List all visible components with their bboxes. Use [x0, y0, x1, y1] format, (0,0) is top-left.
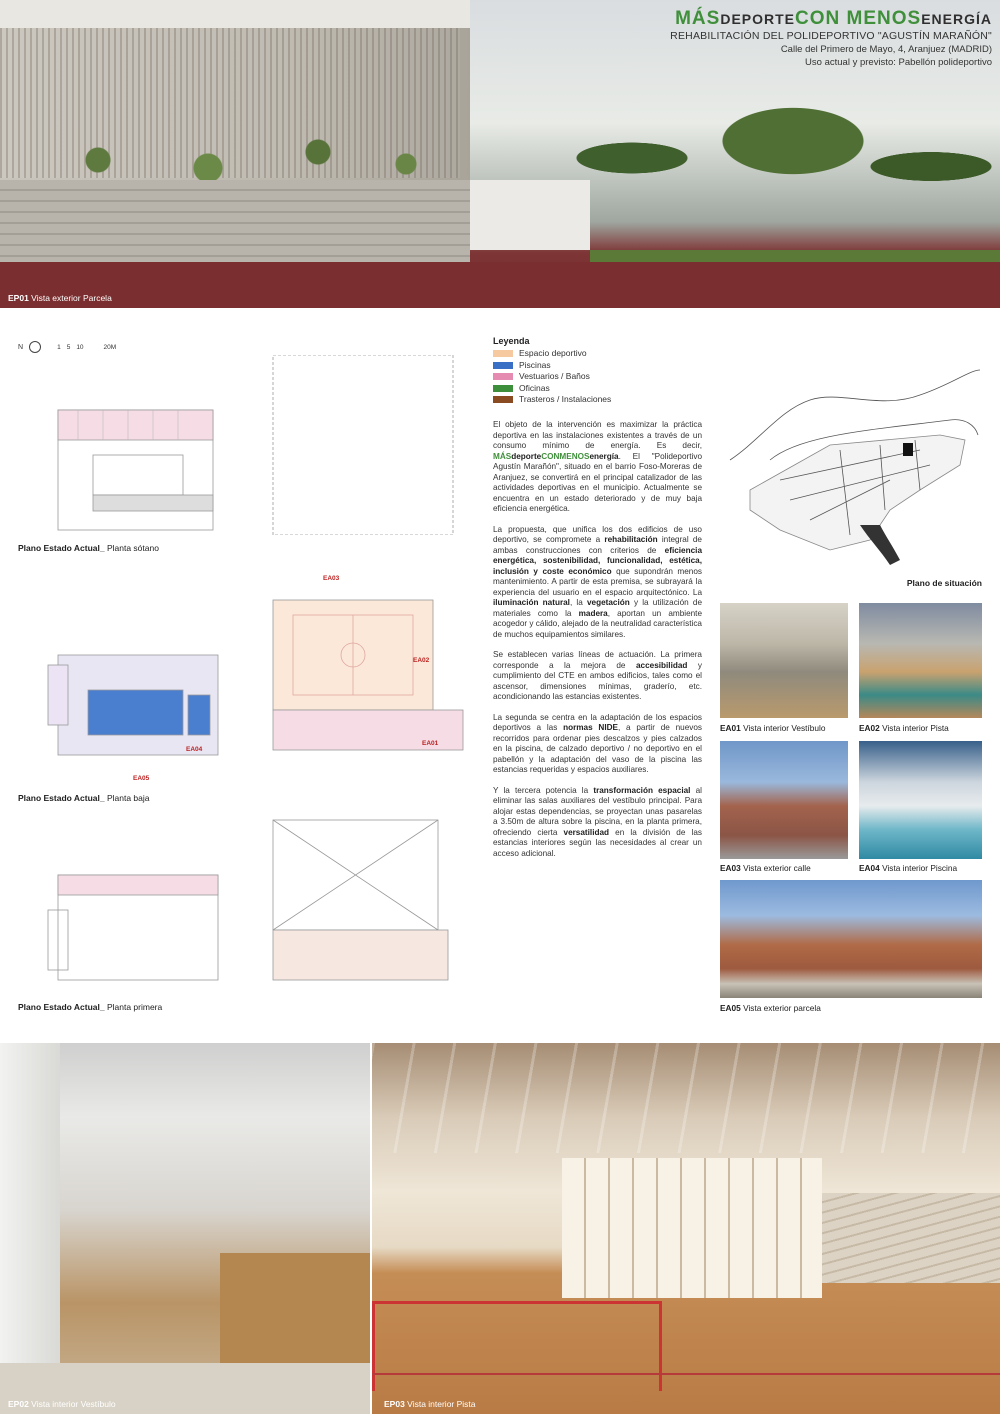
hero-caption-code: EP01: [8, 293, 29, 303]
text-bold: vegetación: [586, 598, 630, 607]
paragraph-5: [493, 786, 702, 860]
tag-ea01: EA01: [422, 740, 439, 747]
legend-item: [493, 383, 708, 395]
brand-conmenos: CONMENOS: [541, 451, 590, 461]
text-segment: en la división de las estancias interiores según las necesidades al crear un acceso adicional.: [493, 827, 702, 858]
plan-basement-code: Plano Estado Actual_: [18, 543, 105, 553]
brand-energia: energía: [589, 451, 619, 461]
plan-ground-drawing: [18, 585, 488, 785]
photo-name: Vista interior Pista: [882, 723, 949, 733]
photo-ea05-caption: [720, 1003, 821, 1013]
plan-basement-drawing: [18, 355, 488, 535]
tag-ea04: EA04: [186, 746, 203, 753]
render-ep03: [372, 1043, 1000, 1414]
tag-ea03: EA03: [323, 575, 340, 582]
text-segment: El objeto de la intervención es maximizar la práctica deportiva en las instalaciones existentes a través de un consumo mínimo de energía. Es decir,: [493, 420, 702, 450]
render-name: Vista interior Vestíbulo: [31, 1399, 116, 1409]
photo-code: EA02: [859, 723, 880, 733]
render-code: EP02: [8, 1399, 29, 1409]
legend-item: [493, 360, 708, 372]
legend-item: [493, 394, 708, 406]
photo-ea01-caption: [720, 723, 825, 733]
render-ep02-wall: [0, 1043, 60, 1414]
text-bold: eficiencia energética, sostenibilidad, funcionalidad, estética, inclusión y coste económico: [493, 545, 702, 576]
poster-header: [572, 8, 992, 69]
paragraph-4: [493, 713, 702, 776]
render-name: Vista interior Pista: [407, 1399, 476, 1409]
plan-ground-code: Plano Estado Actual_: [18, 793, 105, 803]
hero-court: [0, 262, 1000, 308]
scale-tick: 10: [76, 343, 84, 351]
poster-title: [572, 8, 992, 30]
photo-ea05: [720, 880, 982, 998]
legend-title: Leyenda: [493, 336, 530, 346]
render-ep03-truss: [372, 1043, 1000, 1153]
text-segment: que supondrán menos mantenimiento. A partir de esta premisa, se subrayará la experiencia del usuario en el espacio arquitectónico. La: [493, 566, 702, 597]
photo-code: EA03: [720, 863, 741, 873]
render-ep03-window: [562, 1158, 822, 1298]
hero-stands: [0, 180, 470, 275]
photo-ea02: [859, 603, 982, 718]
poster-address: Calle del Primero de Mayo, 4, Aranjuez (MADRID): [780, 44, 992, 55]
legend-label: Oficinas: [519, 382, 550, 393]
paragraph-2: [493, 525, 702, 641]
photo-ea01: [720, 603, 848, 718]
plan-first-name: Planta primera: [106, 1002, 163, 1012]
text-segment: , a partir de nuevos recorridos para ordenar pies descalzos y pies calzados en la piscina, de calzado deportivo / no deportivo en el pabellón y la adaptación del vaso de la piscina las estancias requeridas y espacios auxiliares.: [493, 723, 702, 774]
poster-subtitle: REHABILITACIÓN DEL POLIDEPORTIVO "AGUSTÍN MARAÑÓN": [670, 30, 992, 42]
text-segment: La propuesta, que unifica los dos edificios de uso deportivo, se compromete a: [493, 524, 702, 544]
north-label: N: [18, 343, 24, 351]
photo-code: EA04: [859, 863, 880, 873]
north-arrow-icon: [29, 341, 41, 353]
brand-mas: MÁS: [493, 451, 512, 461]
photo-ea03-caption: [720, 863, 811, 873]
legend: [493, 336, 708, 406]
text-bold: normas NIDE: [563, 723, 618, 732]
text-segment: integral de ambas construcciones con criterios de: [493, 535, 702, 555]
legend-item: [493, 348, 708, 360]
legend-swatch: [493, 362, 513, 369]
render-ep02-wood-panel: [220, 1253, 370, 1373]
text-segment: , aportan un ambiente acogedor y cálido, alejado de la neutralidad característica de muchos equipamientos similares.: [493, 608, 703, 639]
paragraph-3: [493, 650, 702, 703]
text-bold: versatilidad: [563, 827, 610, 837]
plan-basement-label: [18, 543, 159, 553]
photo-ea02-caption: [859, 723, 949, 733]
hero-roof-band: [0, 0, 470, 28]
plan-basement-name: Planta sótano: [106, 543, 159, 553]
legend-label: Piscinas: [519, 359, 551, 370]
legend-swatch: [493, 350, 513, 357]
text-bold: accesibilidad: [635, 660, 688, 670]
text-segment: Se establecen varias líneas de actuación. La primera corresponde a la mejora de: [493, 650, 702, 670]
plans-panel: [18, 335, 488, 1025]
title-mas: MÁS: [675, 8, 721, 29]
photo-code: EA01: [720, 723, 741, 733]
text-bold: madera: [578, 608, 608, 618]
photo-name: Vista exterior parcela: [743, 1003, 821, 1013]
hero-caption-text: Vista exterior Parcela: [31, 293, 112, 303]
plan-first-drawing: [18, 815, 488, 995]
photo-name: Vista interior Piscina: [882, 863, 958, 873]
plan-ground-label: [18, 793, 150, 803]
text-bold: rehabilitación: [604, 535, 658, 544]
text-bold: transformación espacial: [593, 785, 691, 795]
paragraph-1: El objeto de la intervención es maximizar la práctica deportiva en las instalaciones existentes a través de un consumo mínimo de energía. Es decir, MÁSdeporteCONMENOSenergía. El "Polideportivo Agustín Marañón", situado en el barrio Foso-Moreras de Aranjuez, se convertirá en el principal catalizador de las actividades deportivas en el municipio. Actualmente se encuentra en un estado deteriorado y de muy baja eficiencia energética.: [493, 420, 702, 513]
render-ep03-stands: [822, 1193, 1000, 1283]
legend-label: Espacio deportivo: [519, 348, 587, 358]
render-ep03-caption: [384, 1399, 476, 1409]
title-energia: ENERGÍA: [921, 11, 992, 27]
plan-ground-name: Planta baja: [106, 793, 150, 803]
photo-ea03: [720, 741, 848, 859]
plan-first-label: [18, 1002, 162, 1012]
render-ep02: [0, 1043, 370, 1414]
description-text: [493, 420, 702, 869]
photo-ea04-caption: [859, 863, 957, 873]
scale-tick: 1: [57, 343, 61, 351]
text-segment: y la utilización de materiales como la: [493, 598, 702, 618]
render-ep02-caption: [8, 1399, 116, 1409]
render-code: EP03: [384, 1399, 405, 1409]
text-segment: Y la tercera potencia la: [493, 785, 589, 795]
scale-tick: 5: [66, 343, 71, 351]
text-segment: , la: [569, 598, 583, 607]
scale-tick: 20M: [103, 343, 117, 351]
photo-ea04: [859, 741, 982, 859]
title-deporte: DEPORTE: [720, 11, 796, 27]
text-segment: al eliminar las salas auxiliares del vestíbulo principal. Para alojar estas dependencias, se proyectan unas pasarelas a 3.50m de altura sobre la piscina, en la planta primera, ofreciendo cierta: [493, 785, 702, 837]
text-bold: iluminación natural: [493, 598, 570, 607]
render-ep03-court-line: [372, 1373, 1000, 1375]
brand-deporte: deporte: [511, 451, 542, 461]
tag-ea05: EA05: [133, 775, 150, 782]
tag-ea02: EA02: [413, 657, 430, 664]
legend-label: Trasteros / Instalaciones: [519, 394, 612, 404]
legend-swatch: [493, 396, 513, 403]
photo-name: Vista interior Vestíbulo: [743, 723, 826, 733]
poster-use: Uso actual y previsto: Pabellón polideportivo: [805, 57, 992, 68]
title-con-menos: CON MENOS: [795, 8, 922, 29]
text-segment: y cumplimiento del CTE en ambos edificios, tales como el ascensor, dimensiones mínimas, graderío, etc. acondicionando las estancias existentes.: [493, 660, 702, 701]
text-segment: El "Polideportivo Agustín Marañón", situado en el barrio Foso-Moreras de Aranjuez, se convertirá en el principal catalizador de las actividades deportivas en el municipio. Actualmente se encuentra en un estado deteriorado y de muy baja eficiencia energética.: [493, 451, 702, 513]
hero-caption: [8, 293, 112, 303]
text-segment: La segunda se centra en la adaptación de los espacios deportivos a las: [493, 712, 702, 732]
north-scale-bar: [18, 341, 116, 353]
plan-first-code: Plano Estado Actual_: [18, 1002, 105, 1012]
situation-map: [720, 340, 982, 575]
situation-map-label: Plano de situación: [906, 578, 982, 588]
photo-name: Vista exterior calle: [743, 863, 811, 873]
legend-item: [493, 371, 708, 383]
render-ep03-goal: [372, 1301, 662, 1391]
hero-trees: [540, 90, 1000, 260]
legend-swatch: [493, 373, 513, 380]
photo-code: EA05: [720, 1003, 741, 1013]
legend-swatch: [493, 385, 513, 392]
legend-label: Vestuarios / Baños: [519, 371, 590, 381]
